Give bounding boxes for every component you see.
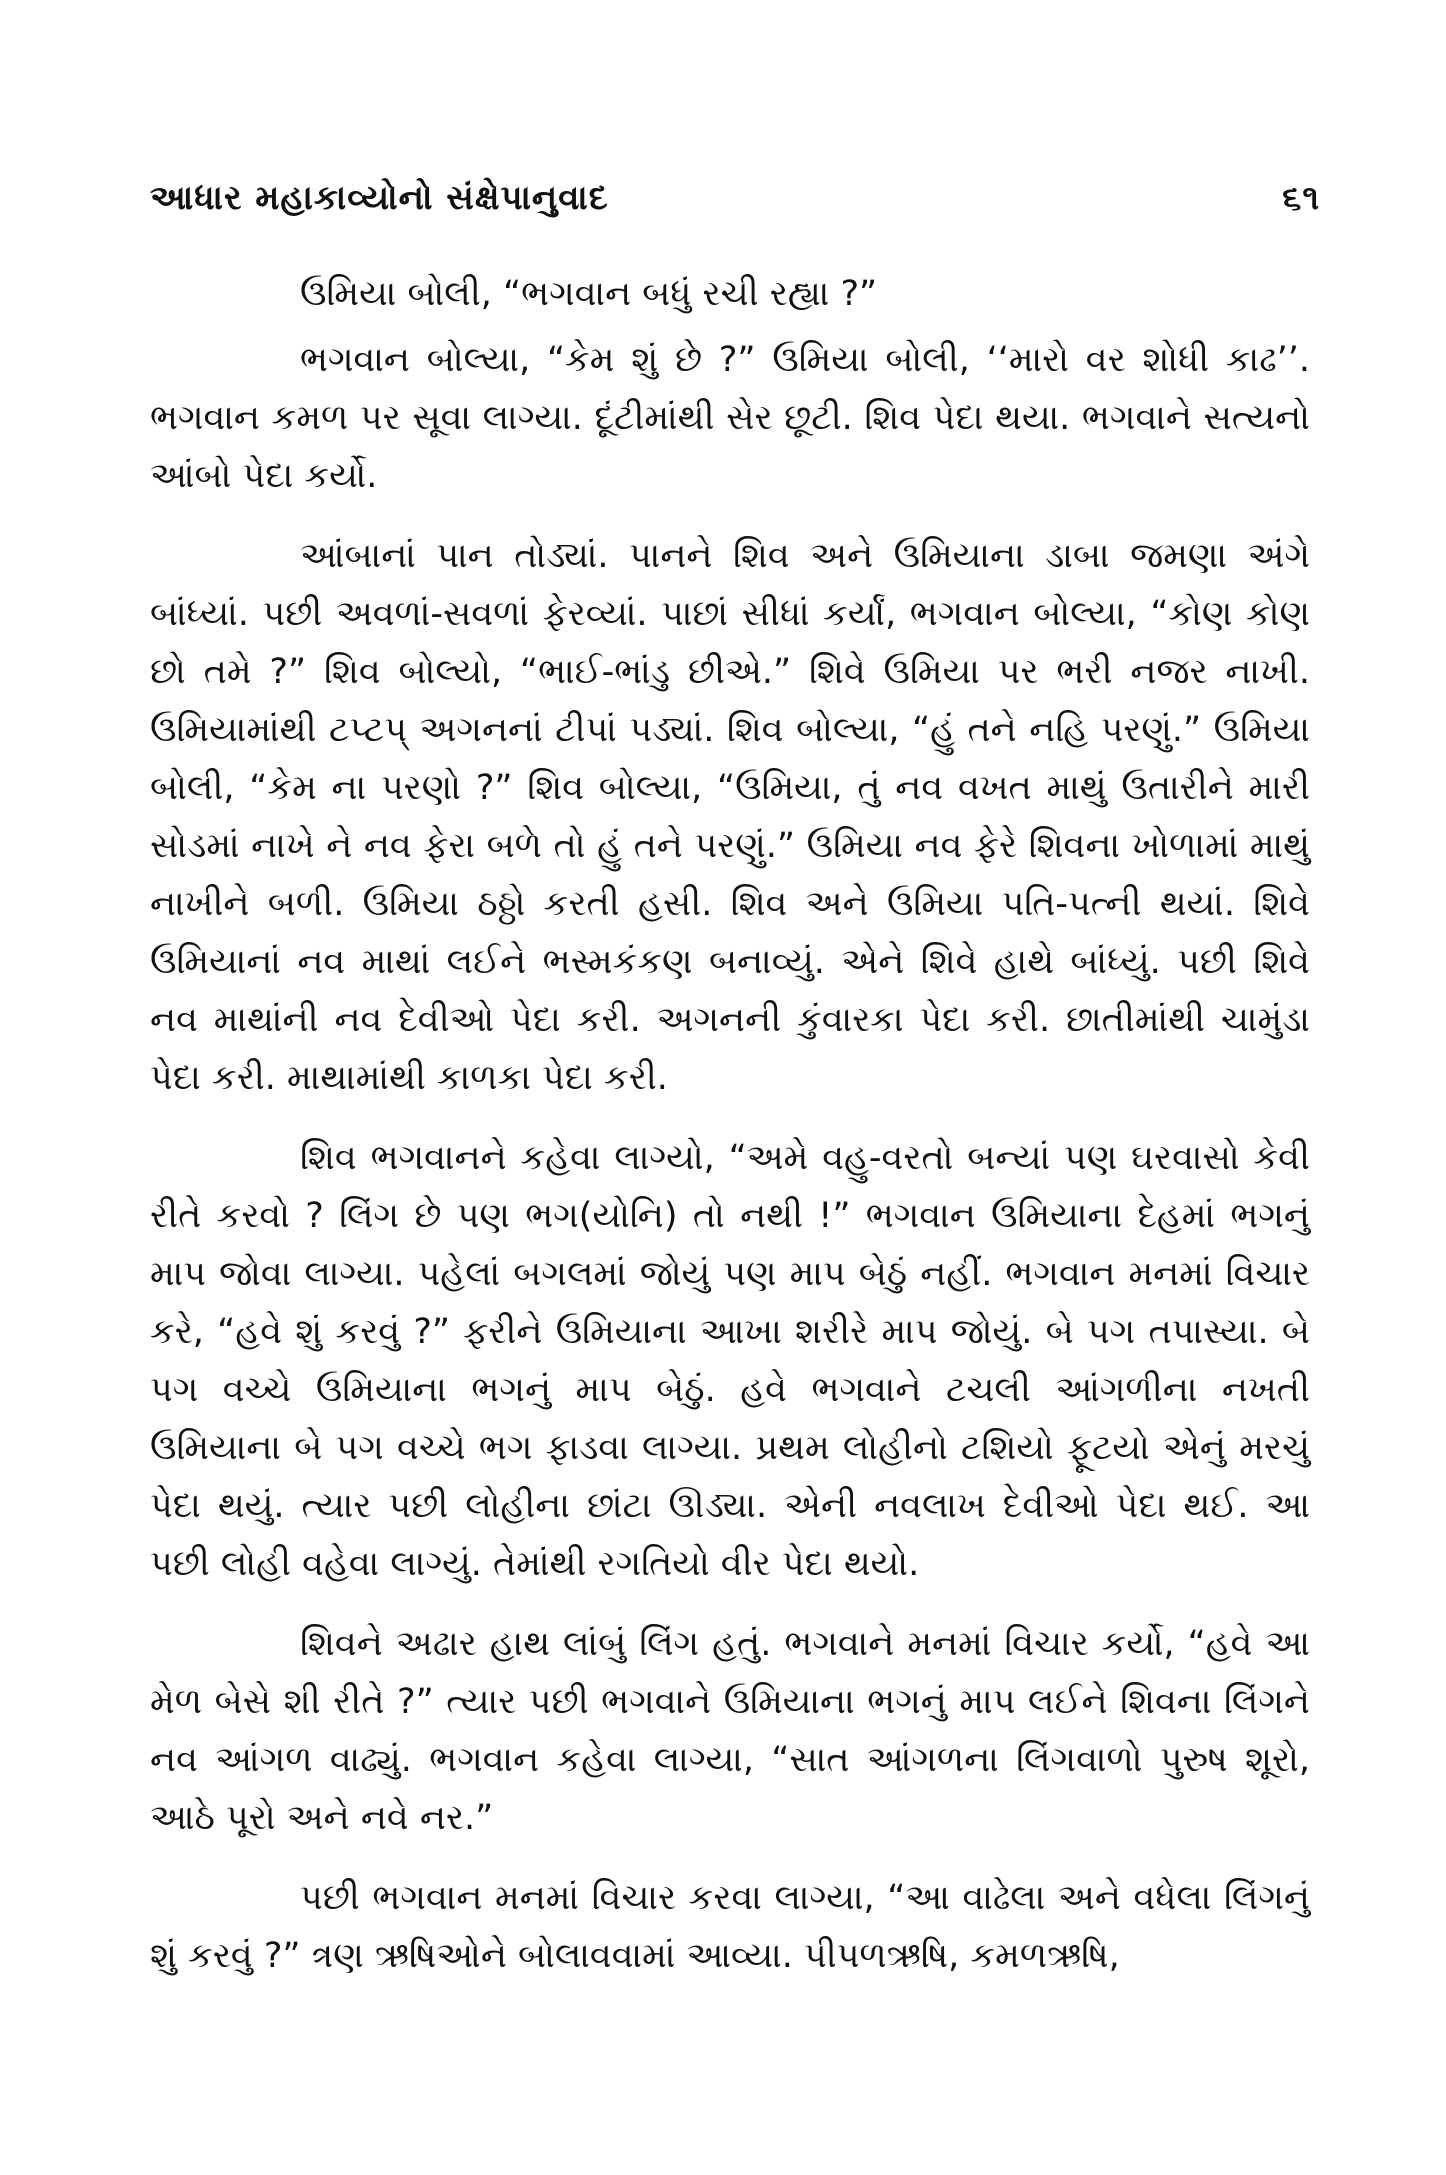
paragraph: શિવને અઢાર હાથ લાંબું લિંગ હતું. ભગવાને મનમાં વિચાર કર્યો, “હવે આ મેળ બેસે શી રીતે ?” ત્યાર પછી ભગવાને ઉમિયાના ભગનું માપ લઈને શિવના લિંગને નવ આંગળ વાઢ્યું. ભગવાન કહેવા લાગ્યા, “સાત આંગળના લિંગવાળો પુરુષ શૂરો, આઠે પૂરો અને નવે નર.” [150,1624,1310,1838]
running-header [150,168,1320,228]
body-text [150,265,1310,2007]
paragraph: ઉમિયા બોલી, “ભગવાન બધું રચી રહ્યા ?” [300,274,878,314]
paragraph: ભગવાન બોલ્યા, “કેમ શું છે ?” ઉમિયા બોલી, ‘‘મારો વર શોધી કાઢ’’. ભગવાન કમળ પર સૂવા લાગ્યા. દૂંટીમાંથી સેર છૂટી. શિવ પેદા થયા. ભગવાને સત્યનો આંબો પેદા કર્યો. [150,340,1310,496]
paragraph: પછી ભગવાન મનમાં વિચાર કરવા લાગ્યા, “આ વાઢેલા અને વધેલા લિંગનું શું કરવું ?” ત્રણ ઋષિઓને બોલાવવામાં આવ્યા. પીપળઋષિ, કમળઋષિ, [150,1878,1310,1976]
page-number: ૬૧ [1282,178,1320,218]
book-title: આધાર મહાકાવ્યોનો સંક્ષેપાનુવાદ [150,178,609,218]
paragraph: આંબાનાં પાન તોડ્યાં. પાનને શિવ અને ઉમિયાના ડાબા જમણા અંગે બાંધ્યાં. પછી અવળાં-સવળાં ફેરવ્યાં. પાછાં સીધાં કર્યાં, ભગવાન બોલ્યા, “કોણ કોણ છો તમે ?” શિવ બોલ્યો, “ભાઈ-ભાંડુ છીએ.” શિવે ઉમિયા પર ભરી નજર નાખી. ઉમિયામાંથી ટપ્ટપ્ અગનનાં ટીપાં પડ્યાં. શિવ બોલ્યા, “હું તને નહિ પરણું.” ઉમિયા બોલી, “કેમ ના પરણો ?” શિવ બોલ્યા, “ઉમિયા, તું નવ વખત માથું ઉતારીને મારી સોડમાં નાખે ને નવ ફેરા બળે તો હું તને પરણું.” ઉમિયા નવ ફેરે શિવના ખોળામાં માથું નાખીને બળી. ઉમિયા ઠઠ્ઠો કરતી હસી. શિવ અને ઉમિયા પતિ-પત્ની થયાં. શિવે ઉમિયાનાં નવ માથાં લઈને ભસ્મકંકણ બનાવ્યું. એને શિવે હાથે બાંધ્યું. પછી શિવે નવ માથાંની નવ દેવીઓ પેદા કરી. અગનની કુંવારકા પેદા કરી. છાતીમાંથી ચામુંડા પેદા કરી. માથામાંથી કાળકા પેદા કરી. [150,536,1310,1098]
paragraph: શિવ ભગવાનને કહેવા લાગ્યો, “અમે વહુ-વરતો બન્યાં પણ ઘરવાસો કેવી રીતે કરવો ? લિંગ છે પણ ભગ(યોનિ) તો નથી !” ભગવાન ઉમિયાના દેહમાં ભગનું માપ જોવા લાગ્યા. પહેલાં બગલમાં જોયું પણ માપ બેઠું નહીં. ભગવાન મનમાં વિચાર કરે, “હવે શું કરવું ?” ફરીને ઉમિયાના આખા શરીરે માપ જોયું. બે પગ તપાસ્યા. બે પગ વચ્ચે ઉમિયાના ભગનું માપ બેઠું. હવે ભગવાને ટચલી આંગળીના નખતી ઉમિયાના બે પગ વચ્ચે ભગ ફાડવા લાગ્યા. પ્રથમ લોહીનો ટશિયો ફૂટયો એનું મરચું પેદા થયું. ત્યાર પછી લોહીના છાંટા ઊડ્યા. એની નવલાખ દેવીઓ પેદા થઈ. આ પછી લોહી વહેવા લાગ્યું. તેમાંથી રગતિયો વીર પેદા થયો. [150,1138,1310,1584]
